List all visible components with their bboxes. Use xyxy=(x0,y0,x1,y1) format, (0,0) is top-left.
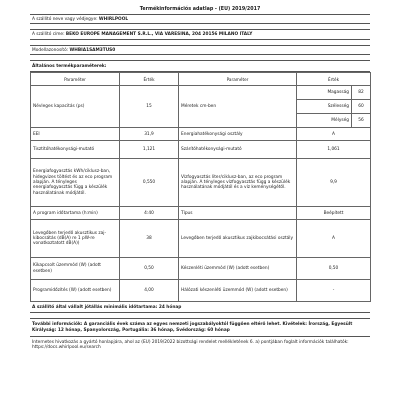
param-cell: Szárítóhatékonysági-mutató xyxy=(179,141,297,159)
supplier-label: A szállító neve vagy védjegye: xyxy=(32,17,98,22)
table-row xyxy=(31,258,371,280)
value-cell: 31,9 xyxy=(120,128,179,141)
warranty-label: A szállító által vállalt jótállás minimális időtartama: xyxy=(32,305,158,311)
more-info-text: A garanciális évek száma az egyes nemzeti jogszabályoktól függően eltérő lehet. Kivételek: Írország, Egyesült Királyság: 12 hónap, Spanyolország, Portugália: 36 hónap, Svédország: 60 hónap xyxy=(32,322,353,333)
value-cell: 15 xyxy=(120,86,179,128)
dimension-row xyxy=(297,100,370,114)
param-cell: EEI xyxy=(31,128,120,141)
param-cell: Kikapcsolt üzemmód (W) (adott esetben) xyxy=(31,258,120,280)
param-cell: Készenléti üzemmód (W) (adott esetben) xyxy=(179,258,297,280)
supplier-name: WHIRLPOOL xyxy=(98,17,129,22)
dimension-label: Mélység xyxy=(297,114,352,128)
value-cell: Beépített xyxy=(297,207,371,220)
model-row xyxy=(30,46,370,55)
param-cell: Energiahatékonysági osztály xyxy=(179,128,297,141)
param-cell: A program időtartama (h:min) xyxy=(31,207,120,220)
param-cell: Programidőzítés (W) (adott esetben) xyxy=(31,280,120,302)
header-value: Érték xyxy=(297,73,371,86)
value-cell: 9,9 xyxy=(297,159,371,207)
param-cell: Vízfogyasztás liter/ciklusz-ban, az eco program alapján. A tényleges vízfogyasztás függ a készülék használatának módjától és a víz keménységétől. xyxy=(179,159,297,207)
value-cell: 4,00 xyxy=(120,280,179,302)
param-cell: Energiafogyasztás kWh/ciklusz-ban, hidegvizes töltést és az eco program alapján. A tényleges energiafogyasztás függ a készülék használatának módjától. xyxy=(31,159,120,207)
document-title: Termékinformációs adatlap - (EU) 2019/2017 xyxy=(139,7,261,12)
header-param: Paraméter xyxy=(179,73,297,86)
model-value: WHBIA1SAM3TUS0 xyxy=(69,47,116,53)
param-cell: Méretek cm-ben xyxy=(179,86,297,128)
params-title: Általános termékparaméterek: xyxy=(30,61,370,72)
dimension-value: 60 xyxy=(352,100,371,114)
warranty-value: 24 hónap xyxy=(158,305,182,311)
param-cell: Névleges kapacitás (ps) xyxy=(31,86,120,128)
header-param: Paraméter xyxy=(31,73,120,86)
supplier-row xyxy=(30,14,370,24)
product-information-sheet xyxy=(30,0,370,354)
param-cell: Levegőben terjedő akusztikus zajkibocsátási osztály xyxy=(179,220,297,258)
more-info xyxy=(30,319,370,337)
value-cell: 38 xyxy=(120,220,179,258)
value-cell: 1,061 xyxy=(297,141,371,159)
dimension-label: Magasság xyxy=(297,86,352,100)
param-cell: Tisztítóhatékonysági-mutató xyxy=(31,141,120,159)
value-cell: 4:40 xyxy=(120,207,179,220)
table-row xyxy=(31,128,371,141)
value-cell: 0,50 xyxy=(297,258,371,280)
table-row xyxy=(31,207,371,220)
dimension-value: 56 xyxy=(358,118,364,124)
header-value: Érték xyxy=(120,73,179,86)
table-row xyxy=(31,86,371,128)
table-row xyxy=(31,159,371,207)
parameters-table xyxy=(30,72,371,302)
param-cell: Típus xyxy=(179,207,297,220)
warranty-row xyxy=(30,302,370,313)
value-cell: A xyxy=(297,128,371,141)
dimension-row xyxy=(297,114,370,128)
dimensions-cell xyxy=(297,86,371,128)
table-header xyxy=(31,73,371,86)
value-cell: 1,121 xyxy=(120,141,179,159)
value-cell: A xyxy=(297,220,371,258)
address-value: BEKO EUROPE MANAGEMENT S.R.L., VIA VARESINA, 204 20156 MILANO ITALY xyxy=(65,32,253,38)
dimension-label: Szélesség xyxy=(297,100,352,114)
param-cell: Hálózati készenléti üzemmód (W) (adott esetben) xyxy=(179,280,297,302)
address-row xyxy=(30,30,370,39)
dimension-value: 82 xyxy=(352,86,371,100)
dimensions-table xyxy=(297,86,370,127)
param-cell: Levegőben terjedő akusztikus zaj-kibocsátás (dB(A) re 1 pW-re vonatkoztatott dB(A)) xyxy=(31,220,120,258)
value-cell: 0,50 xyxy=(120,258,179,280)
table-row xyxy=(31,220,371,258)
address-label: A szállító címe: xyxy=(32,32,65,38)
value-cell: - xyxy=(297,280,371,302)
value-cell: 0,550 xyxy=(120,159,179,207)
dimension-row xyxy=(297,86,370,100)
model-label: Modellazonosító: xyxy=(32,47,69,53)
more-info-label: További információk: xyxy=(32,322,83,328)
website-reference: Internetes hivatkozás a gyártó honlapjára, ahol az (EU) 2019/2022 bizottsági rendelet mellékletének 6. a) pontjában foglalt információk találhatók: https://docs.whirlpool.eu/search xyxy=(32,340,349,351)
table-row xyxy=(31,141,371,159)
table-row xyxy=(31,280,371,302)
